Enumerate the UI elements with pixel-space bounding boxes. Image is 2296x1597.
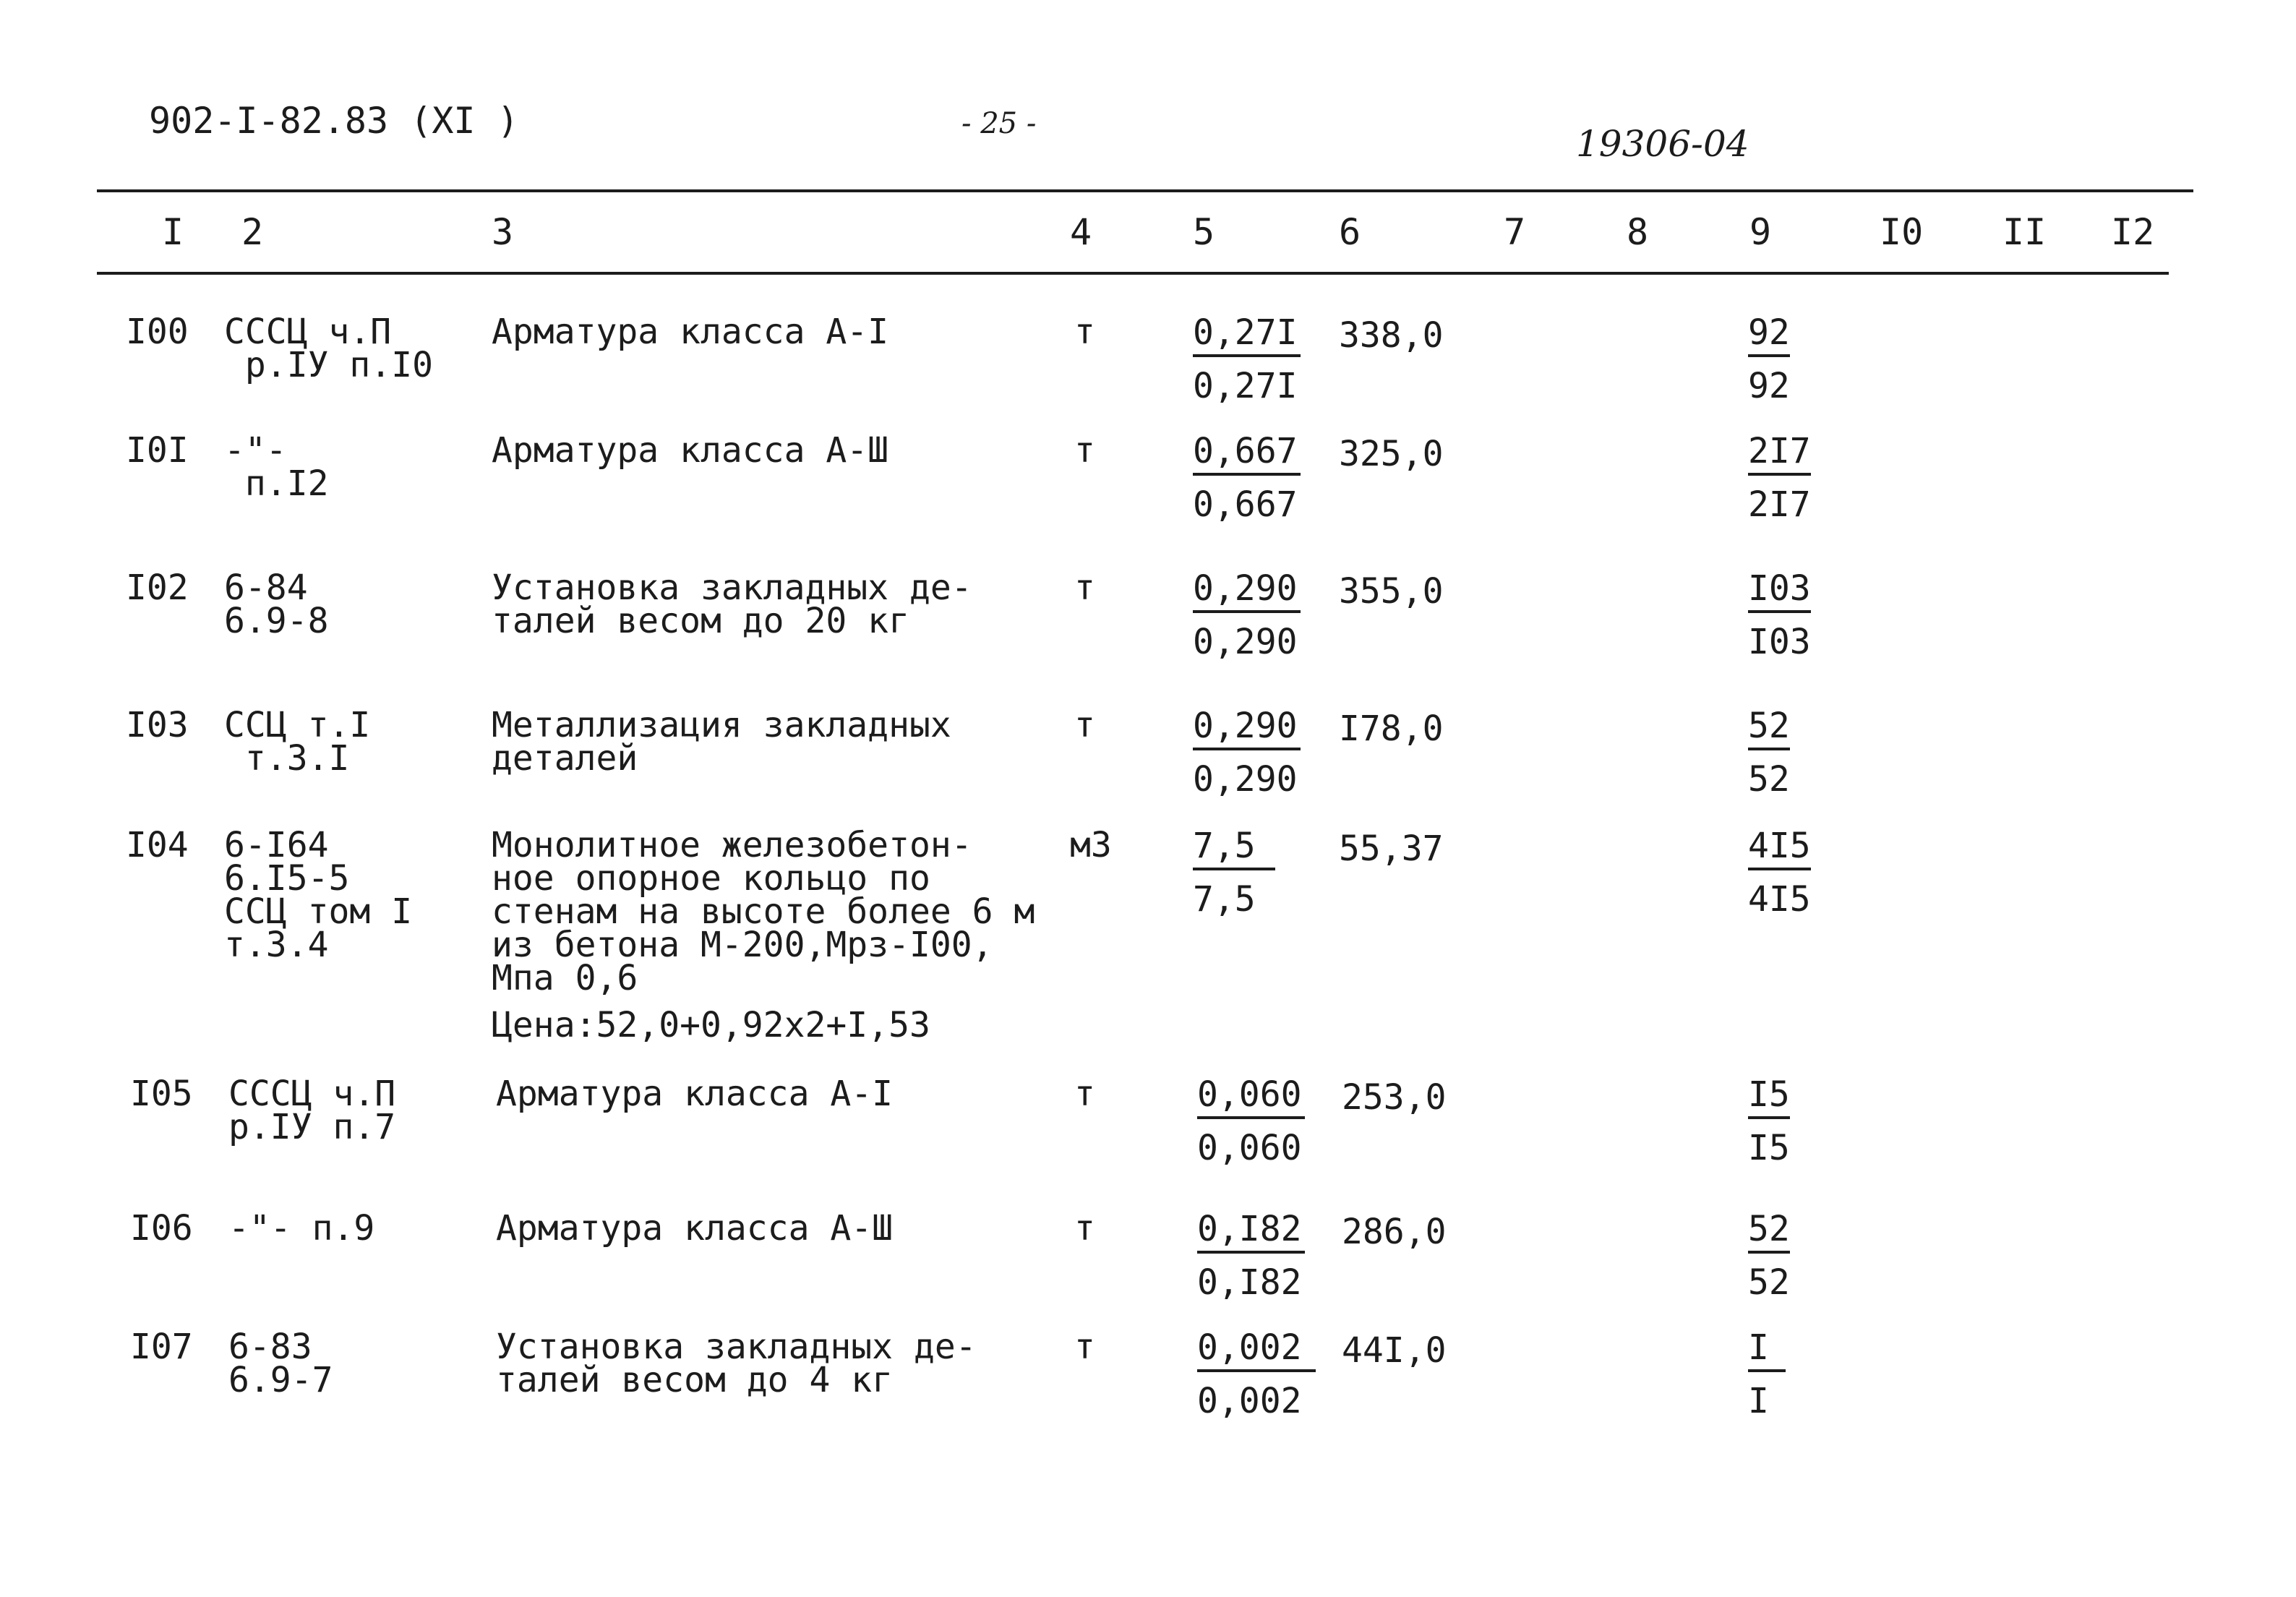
unit: т (1074, 705, 1095, 745)
unit-price: 338,0 (1339, 315, 1444, 356)
quantity-denominator: 0,290 (1193, 622, 1298, 662)
column-number: 8 (1627, 211, 1649, 253)
unit: т (1074, 1208, 1095, 1249)
quantity-denominator: 0,290 (1193, 759, 1298, 800)
table-top-rule (97, 189, 2193, 192)
total-denominator: I (1748, 1381, 1769, 1421)
norm-reference: -"- п.I2 (224, 430, 329, 504)
column-number: 2 (241, 211, 264, 253)
column-number: 6 (1339, 211, 1361, 253)
row-number: I04 (126, 825, 189, 865)
norm-reference: 6-I64 6.I5-5 ССЦ том I т.3.4 (224, 825, 413, 965)
unit: т (1074, 430, 1095, 471)
total-denominator: 92 (1748, 366, 1790, 406)
column-number: I2 (2111, 211, 2155, 253)
unit-price: 253,0 (1342, 1077, 1447, 1118)
quantity-denominator: 0,002 (1197, 1381, 1302, 1421)
total-denominator: 52 (1748, 1262, 1790, 1303)
total-cost (1748, 1074, 1790, 1168)
unit-price: 44I,0 (1342, 1330, 1447, 1371)
norm-reference: ССЦ т.I т.3.I (224, 705, 371, 779)
quantity-numerator: 0,290 (1193, 708, 1301, 750)
quantity-numerator: 0,667 (1193, 434, 1301, 476)
quantity-numerator: 7,5 (1193, 829, 1275, 870)
total-numerator: 2I7 (1748, 434, 1811, 476)
quantity-numerator: 0,002 (1197, 1330, 1316, 1372)
quantity (1193, 312, 1301, 406)
total-cost (1748, 312, 1790, 406)
quantity (1193, 706, 1301, 800)
row-number: I02 (126, 568, 189, 608)
quantity-numerator: 0,27I (1193, 315, 1301, 357)
unit-price: 55,37 (1339, 829, 1444, 869)
table-header-rule (97, 272, 2169, 275)
unit: т (1074, 1074, 1095, 1114)
quantity (1193, 568, 1301, 662)
total-numerator: 52 (1748, 1212, 1790, 1254)
work-description: Арматура класса А-Ш (492, 430, 889, 471)
total-cost (1748, 706, 1790, 800)
page-number: - 25 - (961, 107, 1037, 140)
total-denominator: 2I7 (1748, 484, 1811, 525)
quantity-numerator: 0,I82 (1197, 1212, 1305, 1254)
unit: т (1074, 1327, 1095, 1367)
row-number: I06 (130, 1208, 193, 1249)
quantity-denominator: 0,667 (1193, 484, 1298, 525)
total-cost (1748, 431, 1811, 525)
total-numerator: 92 (1748, 315, 1790, 357)
quantity-denominator: 0,27I (1193, 366, 1298, 406)
norm-reference: СССЦ ч.П р.IУ п.I0 (224, 312, 433, 385)
price-calculation: Цена:52,0+0,92х2+I,53 (492, 1005, 930, 1045)
total-numerator: I5 (1748, 1077, 1790, 1119)
work-description: Монолитное железобетон- ное опорное кольцо по стенам на высоте более 6 м из бетона М-200,Мрз-I00, Мпа 0,6 (492, 825, 1035, 998)
work-description: Установка закладных де- талей весом до 20 кг (492, 568, 972, 641)
total-numerator: 52 (1748, 708, 1790, 750)
norm-reference: СССЦ ч.П р.IУ п.7 (228, 1074, 396, 1147)
work-description: Установка закладных де- талей весом до 4 кг (496, 1327, 977, 1400)
quantity (1197, 1327, 1316, 1421)
column-number: 4 (1070, 211, 1092, 253)
unit-price: 325,0 (1339, 434, 1444, 474)
total-denominator: I03 (1748, 622, 1811, 662)
column-number: 3 (492, 211, 514, 253)
quantity-denominator: 0,I82 (1197, 1262, 1302, 1303)
total-denominator: 52 (1748, 759, 1790, 800)
column-number: I0 (1880, 211, 1924, 253)
row-number: I0I (126, 430, 189, 471)
unit-price: 355,0 (1339, 571, 1444, 612)
total-cost (1748, 568, 1811, 662)
total-denominator: I5 (1748, 1128, 1790, 1168)
column-number: I (162, 211, 184, 253)
quantity-numerator: 0,290 (1193, 571, 1301, 613)
column-number: 9 (1749, 211, 1772, 253)
unit: т (1074, 312, 1095, 352)
total-numerator: I03 (1748, 571, 1811, 613)
total-numerator: 4I5 (1748, 829, 1811, 870)
row-number: I00 (126, 312, 189, 352)
total-cost (1748, 826, 1811, 920)
column-number: II (2002, 211, 2047, 253)
work-description: Арматура класса А-Ш (496, 1208, 894, 1249)
quantity (1197, 1074, 1305, 1168)
work-description: Металлизация закладных деталей (492, 705, 951, 779)
quantity-denominator: 0,060 (1197, 1128, 1302, 1168)
quantity (1197, 1209, 1305, 1303)
norm-reference: 6-84 6.9-8 (224, 568, 329, 641)
quantity-numerator: 0,060 (1197, 1077, 1305, 1119)
total-denominator: 4I5 (1748, 879, 1811, 920)
quantity (1193, 431, 1301, 525)
archive-code: 19306-04 (1576, 123, 1749, 165)
work-description: Арматура класса А-I (492, 312, 889, 352)
quantity-denominator: 7,5 (1193, 879, 1256, 920)
row-number: I07 (130, 1327, 193, 1367)
work-description: Арматура класса А-I (496, 1074, 894, 1114)
total-cost (1748, 1209, 1790, 1303)
unit: т (1074, 568, 1095, 608)
document-number: 902-I-82.83 (XI ) (149, 100, 519, 142)
unit-price: 286,0 (1342, 1212, 1447, 1252)
total-numerator: I (1748, 1330, 1786, 1372)
norm-reference: -"- п.9 (228, 1208, 375, 1249)
column-number: 7 (1504, 211, 1526, 253)
row-number: I03 (126, 705, 189, 745)
quantity (1193, 826, 1275, 920)
unit: м3 (1070, 825, 1112, 865)
total-cost (1748, 1327, 1786, 1421)
column-number: 5 (1193, 211, 1215, 253)
unit-price: I78,0 (1339, 708, 1444, 749)
norm-reference: 6-83 6.9-7 (228, 1327, 333, 1400)
row-number: I05 (130, 1074, 193, 1114)
